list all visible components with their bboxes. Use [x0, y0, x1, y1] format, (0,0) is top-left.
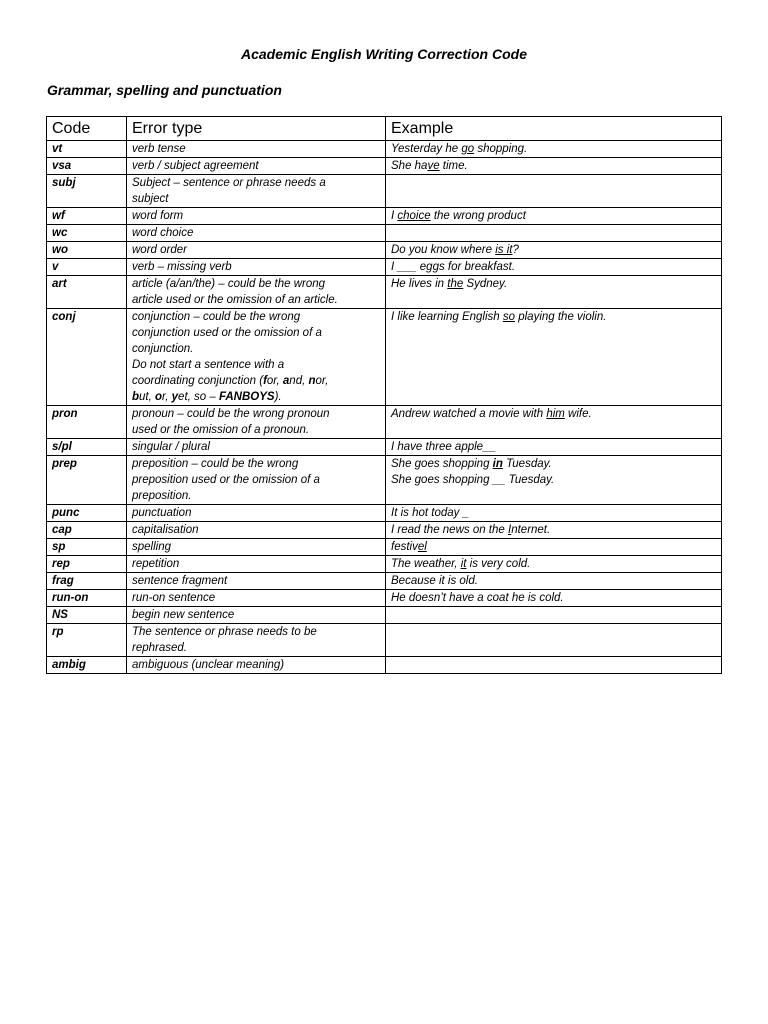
error-type-line: capitalisation: [132, 524, 199, 536]
correction-code-table: [46, 116, 722, 674]
error-type-line: word form: [132, 210, 184, 222]
error-type-cell: [127, 590, 386, 607]
example-text: ve: [427, 160, 440, 172]
example-text: playing the violin.: [515, 311, 607, 323]
code-cell: vsa: [47, 158, 127, 175]
error-type-cell: [127, 158, 386, 175]
table-row: [47, 573, 722, 590]
example-text: ?: [512, 244, 519, 256]
example-line: [391, 472, 716, 488]
example-cell: [386, 439, 722, 456]
error-type-line: rephrased.: [132, 642, 187, 654]
example-text: I have three apple__: [391, 441, 496, 453]
example-text: the wrong product: [430, 210, 526, 222]
example-text: time.: [439, 160, 468, 172]
error-type-line: run-on sentence: [132, 592, 216, 604]
error-type-line: punctuation: [132, 507, 192, 519]
example-cell: [386, 456, 722, 505]
error-type-line: verb tense: [132, 143, 186, 155]
table-row: [47, 456, 722, 505]
document-title: Academic English Writing Correction Code: [240, 46, 527, 62]
example-text: Yesterday he: [391, 143, 462, 155]
code-cell: wf: [47, 208, 127, 225]
example-text: el: [417, 541, 427, 553]
table-row: [47, 439, 722, 456]
example-text: Because it is old.: [391, 575, 478, 587]
error-type-text: o: [155, 391, 163, 403]
example-cell: [386, 522, 722, 539]
example-text: He doesn’t have a coat he is cold.: [391, 592, 564, 604]
example-text: It is hot today _: [391, 507, 469, 519]
error-type-line: [132, 341, 380, 357]
example-text: him: [546, 408, 565, 420]
error-type-cell: [127, 242, 386, 259]
error-type-line: [132, 389, 380, 405]
table-row: [47, 242, 722, 259]
example-text: Tuesday.: [502, 458, 552, 470]
error-type-cell: [127, 624, 386, 657]
error-type-text: f: [263, 375, 267, 387]
example-cell: [386, 607, 722, 624]
error-type-line: repetition: [132, 558, 180, 570]
table-row: [47, 158, 722, 175]
error-type-text: ).: [274, 391, 282, 403]
table-row: [47, 276, 722, 309]
error-type-text: conjunction used or the omission of a: [132, 327, 322, 339]
error-type-text: b: [132, 391, 140, 403]
example-line: [391, 456, 716, 472]
example-line: [391, 522, 716, 538]
example-line: [391, 505, 716, 521]
example-text: wife.: [564, 408, 592, 420]
error-type-line: verb / subject agreement: [132, 160, 259, 172]
example-line: [391, 141, 716, 157]
example-text: it: [460, 558, 467, 570]
example-line: [391, 590, 716, 606]
error-type-line: singular / plural: [132, 441, 210, 453]
error-type-cell: [127, 522, 386, 539]
error-type-cell: [127, 225, 386, 242]
error-type-text: or,: [266, 375, 283, 387]
code-cell: frag: [47, 573, 127, 590]
example-text: festiv: [391, 541, 418, 553]
error-type-text: coordinating conjunction (: [132, 375, 264, 387]
example-cell: [386, 259, 722, 276]
code-cell: rep: [47, 556, 127, 573]
error-type-line: begin new sentence: [132, 609, 235, 621]
code-cell: ambig: [47, 657, 127, 674]
error-type-cell: [127, 456, 386, 505]
error-type-line: subject: [132, 193, 169, 205]
error-type-cell: [127, 208, 386, 225]
example-line: [391, 276, 716, 292]
header-error-type: Error type: [127, 117, 386, 141]
example-text: is very cold.: [466, 558, 531, 570]
code-cell: NS: [47, 607, 127, 624]
example-line: [391, 573, 716, 589]
error-type-cell: [127, 259, 386, 276]
error-type-line: sentence fragment: [132, 575, 228, 587]
example-line: [391, 158, 716, 174]
code-cell: v: [47, 259, 127, 276]
table-body: [47, 141, 722, 674]
example-text: choice: [397, 210, 431, 222]
error-type-cell: [127, 276, 386, 309]
error-type-line: [132, 325, 380, 341]
error-type-text: FANBOYS: [218, 391, 275, 403]
example-cell: [386, 208, 722, 225]
code-cell: prep: [47, 456, 127, 505]
example-text: Sydney.: [463, 278, 508, 290]
example-text: She ha: [391, 160, 428, 172]
error-type-cell: [127, 657, 386, 674]
example-cell: [386, 242, 722, 259]
code-cell: run-on: [47, 590, 127, 607]
error-type-text: conjunction.: [132, 343, 194, 355]
error-type-cell: [127, 175, 386, 208]
example-text: She goes shopping: [391, 458, 493, 470]
example-cell: [386, 505, 722, 522]
example-cell: [386, 225, 722, 242]
example-text: Do you know where: [391, 244, 496, 256]
error-type-cell: [127, 406, 386, 439]
error-type-cell: [127, 556, 386, 573]
example-text: Andrew watched a movie with: [391, 408, 547, 420]
example-cell: [386, 657, 722, 674]
code-cell: conj: [47, 309, 127, 406]
error-type-line: word choice: [132, 227, 194, 239]
error-type-line: word order: [132, 244, 187, 256]
example-text: nternet.: [511, 524, 551, 536]
code-cell: cap: [47, 522, 127, 539]
error-type-line: pronoun – could be the wrong pronoun: [132, 408, 330, 420]
code-cell: wo: [47, 242, 127, 259]
error-type-line: [132, 373, 380, 389]
code-cell: sp: [47, 539, 127, 556]
error-type-cell: [127, 309, 386, 406]
error-type-line: preposition.: [132, 490, 192, 502]
code-cell: rp: [47, 624, 127, 657]
error-type-line: Subject – sentence or phrase needs a: [132, 177, 326, 189]
code-cell: vt: [47, 141, 127, 158]
example-line: [391, 406, 716, 422]
example-cell: [386, 309, 722, 406]
example-line: [391, 439, 716, 455]
table-row: [47, 657, 722, 674]
error-type-line: spelling: [132, 541, 171, 553]
example-text: I like learning English: [391, 311, 503, 323]
error-type-text: y: [171, 391, 179, 403]
table-row: [47, 556, 722, 573]
error-type-cell: [127, 607, 386, 624]
error-type-line: used or the omission of a pronoun.: [132, 424, 310, 436]
error-type-text: n: [308, 375, 316, 387]
error-type-line: article used or the omission of an article.: [132, 294, 338, 306]
example-line: [391, 556, 716, 572]
example-line: [391, 242, 716, 258]
error-type-cell: [127, 539, 386, 556]
example-text: I read the news on the: [391, 524, 508, 536]
example-line: [391, 309, 716, 325]
example-text: I: [391, 210, 398, 222]
table-header-row: [47, 117, 722, 141]
error-type-line: preposition used or the omission of a: [132, 474, 320, 486]
example-cell: [386, 624, 722, 657]
code-cell: punc: [47, 505, 127, 522]
error-type-line: [132, 357, 380, 373]
header-example: Example: [386, 117, 722, 141]
error-type-line: [132, 309, 380, 325]
code-cell: wc: [47, 225, 127, 242]
table-row: [47, 225, 722, 242]
table-row: [47, 175, 722, 208]
error-type-text: Do not start a sentence with a: [132, 359, 285, 371]
error-type-text: or,: [315, 375, 329, 387]
table-row: [47, 624, 722, 657]
example-text: I: [508, 524, 512, 536]
example-text: eggs for breakfast.: [416, 261, 516, 273]
section-title: Grammar, spelling and punctuation: [47, 82, 282, 98]
example-text: I: [391, 261, 398, 273]
example-cell: [386, 158, 722, 175]
example-cell: [386, 539, 722, 556]
example-text: in: [492, 458, 503, 470]
example-text: ___: [397, 261, 417, 273]
error-type-cell: [127, 505, 386, 522]
error-type-text: a: [282, 375, 290, 387]
table-row: [47, 259, 722, 276]
example-cell: [386, 573, 722, 590]
example-cell: [386, 141, 722, 158]
error-type-text: ut,: [139, 391, 156, 403]
example-text: is it: [495, 244, 513, 256]
table-row: [47, 141, 722, 158]
error-type-text: conjunction – could be the wrong: [132, 311, 301, 323]
example-line: [391, 208, 716, 224]
table-row: [47, 309, 722, 406]
example-cell: [386, 590, 722, 607]
header-code: Code: [47, 117, 127, 141]
example-cell: [386, 175, 722, 208]
error-type-cell: [127, 141, 386, 158]
example-text: shopping.: [474, 143, 528, 155]
code-cell: subj: [47, 175, 127, 208]
error-type-text: et, so –: [178, 391, 219, 403]
table-row: [47, 590, 722, 607]
example-line: [391, 539, 716, 555]
code-cell: pron: [47, 406, 127, 439]
example-text: so: [502, 311, 516, 323]
example-text: the: [447, 278, 464, 290]
table-row: [47, 522, 722, 539]
table-row: [47, 607, 722, 624]
example-text: go: [461, 143, 475, 155]
code-cell: art: [47, 276, 127, 309]
error-type-line: preposition – could be the wrong: [132, 458, 299, 470]
table-row: [47, 406, 722, 439]
example-text: The weather,: [391, 558, 461, 570]
example-cell: [386, 406, 722, 439]
table-row: [47, 208, 722, 225]
example-line: [391, 259, 716, 275]
example-text: She goes shopping __ Tuesday.: [391, 474, 555, 486]
error-type-line: The sentence or phrase needs to be: [132, 626, 317, 638]
example-text: He lives in: [391, 278, 448, 290]
error-type-cell: [127, 573, 386, 590]
code-cell: s/pl: [47, 439, 127, 456]
error-type-cell: [127, 439, 386, 456]
example-cell: [386, 276, 722, 309]
error-type-text: r,: [162, 391, 172, 403]
example-cell: [386, 556, 722, 573]
error-type-line: article (a/an/the) – could be the wrong: [132, 278, 326, 290]
table-row: [47, 539, 722, 556]
error-type-line: ambiguous (unclear meaning): [132, 659, 285, 671]
error-type-text: nd,: [289, 375, 309, 387]
error-type-line: verb – missing verb: [132, 261, 232, 273]
table-row: [47, 505, 722, 522]
